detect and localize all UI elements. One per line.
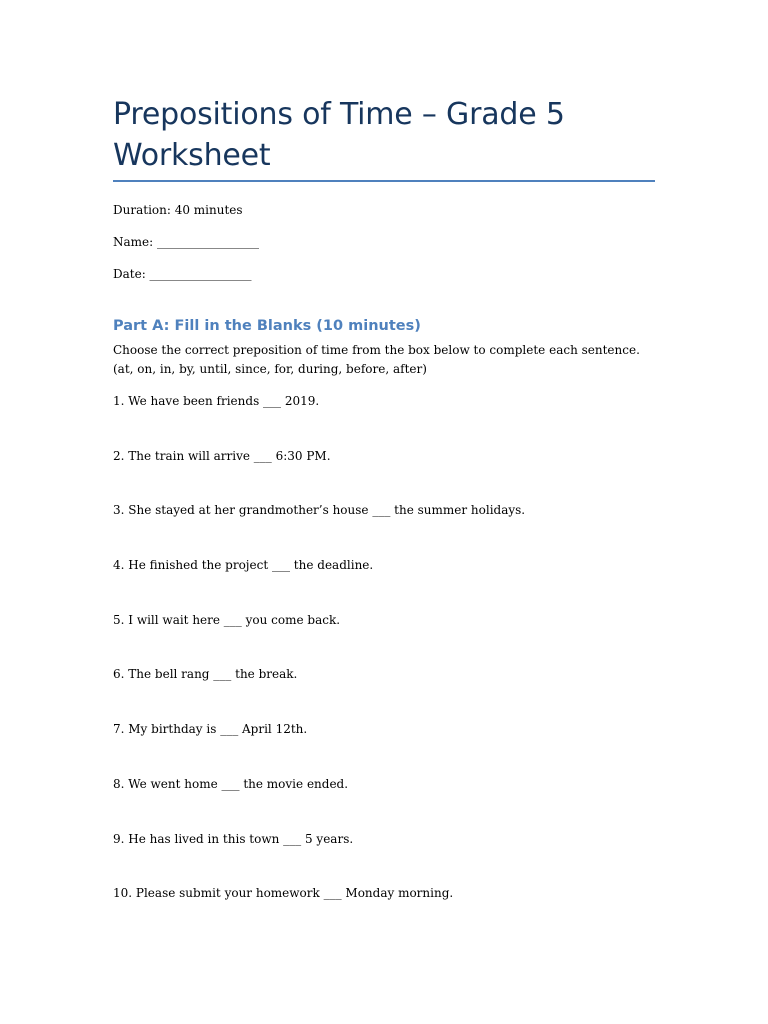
- question-item: 6. The bell rang ___ the break.: [113, 667, 298, 682]
- question-item: 4. He finished the project ___ the deadline.: [113, 558, 374, 573]
- title-underline: [113, 180, 655, 182]
- question-list: [113, 393, 525, 940]
- name-field: Name: _________________: [113, 235, 259, 249]
- question-item: 8. We went home ___ the movie ended.: [113, 776, 349, 791]
- question-item: 5. I will wait here ___ you come back.: [113, 612, 341, 627]
- question-item: 2. The train will arrive ___ 6:30 PM.: [113, 448, 331, 463]
- question-item: 10. Please submit your homework ___ Monday morning.: [113, 886, 454, 901]
- part-a-heading: Part A: Fill in the Blanks (10 minutes): [113, 318, 421, 334]
- question-item: 1. We have been friends ___ 2019.: [113, 394, 320, 408]
- question-item: 3. She stayed at her grandmother’s house ___ the summer holidays.: [113, 503, 526, 518]
- question-item: 9. He has lived in this town ___ 5 years.: [113, 831, 354, 846]
- date-field: Date: _________________: [113, 267, 252, 281]
- question-item: 7. My birthday is ___ April 12th.: [113, 722, 308, 737]
- page-title: Prepositions of Time – Grade 5 Worksheet: [113, 97, 565, 173]
- part-a-instruction: Choose the correct preposition of time from the box below to complete each sentence.: [113, 343, 640, 357]
- duration-text: Duration: 40 minutes: [113, 203, 243, 217]
- word-bank: (at, on, in, by, until, since, for, during, before, after): [113, 362, 427, 376]
